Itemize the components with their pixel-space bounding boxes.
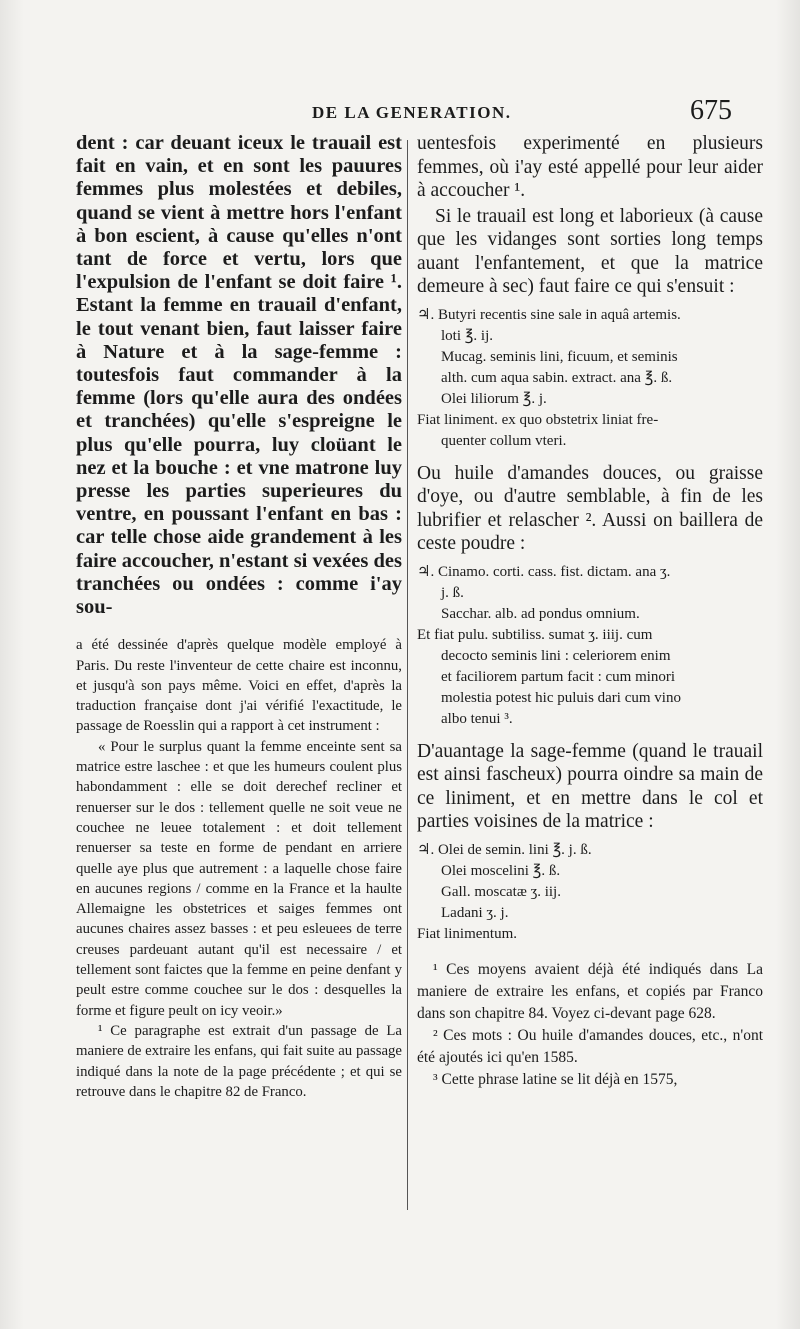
page-header [0, 95, 800, 135]
recipe-1 [417, 305, 763, 452]
recipe-2-line: albo tenui ³. [441, 710, 513, 727]
recipe-2-line: j. ß. [441, 584, 464, 601]
left-footnote-1: ¹ Ce paragraphe est extrait d'un passage de La maniere de extraire les enfans, qui fait suite au passage indiqué dans la note de la page précédente ; et qui se retrouve dans le chapitre 82 de Franco. [76, 1022, 402, 1100]
page-number: 675 [690, 95, 732, 126]
left-note-quote: « Pour le surplus quant la femme enceinte sent sa matrice estre laschee : et que les humeurs coulent plus habondamment : elle se doit derechef recliner et renuerser sur le dos : tellement quelle ne soit veue ne couchee ne leuee totalement : et doit tellement renuerser sa teste en forme de pendant en arriere quelle aye plus que autrement : a laquelle chose faire en aucunes regions / comme en la France et la haulte Allemaigne les obstetrices et saiges femmes ont aucunes chaires assez basses : et peu esleuees de terre creuses pardeuant autant qu'il est necessaire / et tellement sont faictes que la femme en peine denfant y peult estre comme couchee sur le dos : desquelles la forme et figure peult on icy veoir.» [76, 738, 402, 1019]
recipe-2-line: Sacchar. alb. ad pondus omnium. [441, 605, 640, 622]
recipe-1-line: quenter collum vteri. [441, 432, 567, 449]
recipe-2-line: et faciliorem partum facit : cum minori [441, 668, 676, 685]
recipe-1-line: alth. cum aqua sabin. extract. ana ℥. ß. [441, 369, 673, 386]
recipe-1-line: loti ℥. ij. [441, 327, 494, 344]
footnote-1: ¹ Ces moyens avaient déjà été indiqués dans La maniere de extraire les enfans, et copiés par Franco dans son chapitre 84. Voyez ci-devant page 628. [417, 960, 763, 1022]
recipe-2 [417, 562, 763, 730]
recipe-2-line: decocto seminis lini : celeriorem enim [441, 647, 671, 664]
recipe-1-line: Fiat liniment. ex quo obstetrix liniat fre- [417, 411, 659, 428]
right-text-2: Si le trauail est long et laborieux (à cause que les vidanges sont sorties long temps auant l'enfantement, et que la matrice demeure à sec) faut faire ce qui s'ensuit : [417, 205, 763, 297]
right-text-4: D'auantage la sage-femme (quand le trauail est ainsi fascheux) pourra oindre sa main de ce liniment, et en mettre dans le col et parties voisines de la matrice : [417, 740, 763, 832]
recipe-2-line: molestia potest hic puluis dari cum vino [441, 689, 681, 706]
recipe-2-line: ♃. Cinamo. corti. cass. fist. dictam. ana ʒ. [417, 563, 671, 580]
left-main-text: dent : car deuant iceux le trauail est fait en vain, et en sont les pauures femmes plus molestées et debiles, quand se vient à mettre hors l'enfant à bon escient, à cause qu'elles n'ont tant de force et vertu, lors que l'expulsion de l'enfant se doit faire ¹. Estant la femme en trauail d'enfant, le tout venant bien, faut laisser faire à Nature et à la sage-femme : toutesfois faut commander à la femme (lors qu'elle aura des ondées et tranchées) qu'elle s'espreigne le plus qu'elle pourra, luy cloüant le nez et la bouche : et vne matrone luy presse les parties superieures du ventre, en poussant l'enfant en bas : car telle chose aide grandement à les faire accoucher, n'estant si vexées des tranchées ou ondées : comme i'ay sou- [76, 132, 402, 619]
footnote-2: ² Ces mots : Ou huile d'amandes douces, etc., n'ont été ajoutés ici qu'en 1585. [417, 1026, 763, 1066]
left-note-continuation: a été dessinée d'après quelque modèle employé à Paris. Du reste l'inventeur de cette chaire est inconnu, et jusqu'à son pays même. Voici en effet, d'après la traduction française dont j'ai vérifié l'exactitude, le passage de Roesslin qui a rapport à cet instrument : [76, 637, 402, 735]
column-divider [407, 140, 408, 1210]
right-text-3: Ou huile d'amandes douces, ou graisse d'oye, ou d'autre semblable, à fin de les lubrifier et relascher ². Aussi on baillera de ceste poudre : [417, 462, 763, 554]
recipe-3-line: Olei moscelini ℥. ß. [441, 862, 561, 879]
right-column [417, 132, 763, 1091]
recipe-3-line: Fiat linimentum. [417, 925, 517, 942]
recipe-3-line: ♃. Olei de semin. lini ℥. j. ß. [417, 841, 592, 858]
right-text-1: uentesfois experimenté en plusieurs femmes, où i'ay esté appellé pour leur aider à accoucher ¹. [417, 133, 763, 201]
recipe-3 [417, 840, 763, 945]
left-column [76, 132, 402, 1102]
recipe-1-line: ♃. Butyri recentis sine sale in aquâ artemis. [417, 306, 681, 323]
recipe-1-line: Mucag. seminis lini, ficuum, et seminis [441, 348, 678, 365]
running-title: DE LA GENERATION. [312, 103, 512, 122]
footnote-3: ³ Cette phrase latine se lit déjà en 1575, [433, 1070, 678, 1088]
footnotes [417, 959, 763, 1091]
recipe-3-line: Ladani ʒ. j. [441, 904, 509, 921]
recipe-2-line: Et fiat pulu. subtiliss. sumat ʒ. iiij. cum [417, 626, 653, 643]
recipe-1-line: Olei liliorum ℥. j. [441, 390, 547, 407]
recipe-3-line: Gall. moscatæ ʒ. iij. [441, 883, 561, 900]
